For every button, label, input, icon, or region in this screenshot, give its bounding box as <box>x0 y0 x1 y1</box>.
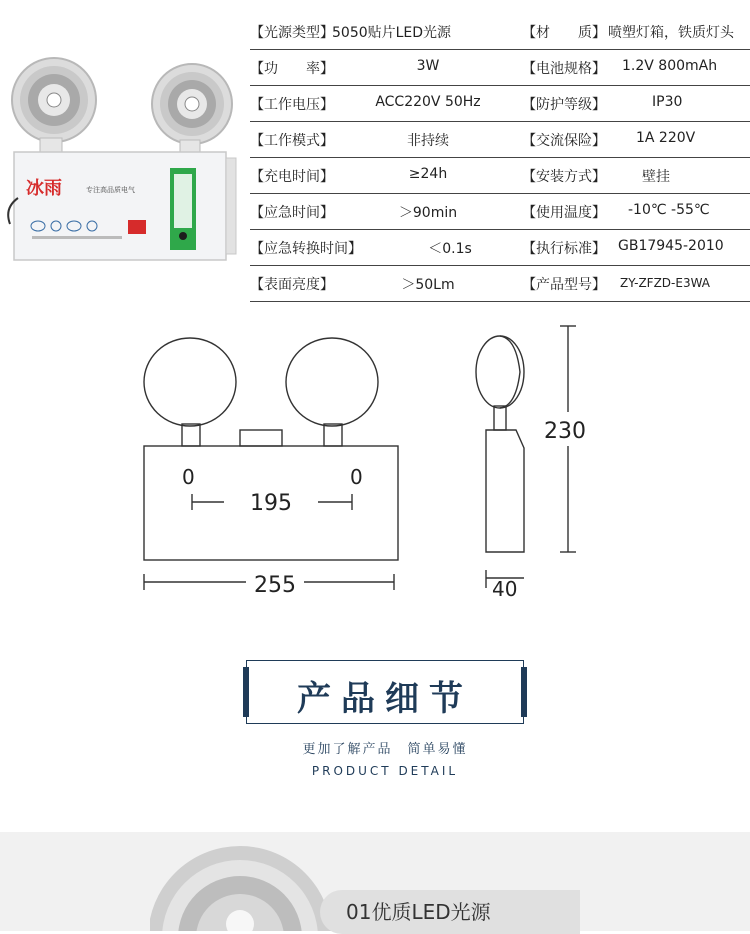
spec-label: 【工作模式】 <box>250 133 334 149</box>
spec-value: 1.2V 800mAh <box>622 58 718 74</box>
spec-row <box>250 230 750 266</box>
spec-value: -10℃ -55℃ <box>628 202 710 218</box>
spec-label: 【使用温度】 <box>522 205 606 221</box>
side-head <box>476 336 524 408</box>
spec-value: ZY-ZFZD-E3WA <box>620 276 711 290</box>
detail-subtitle: 更加了解产品 简单易懂 <box>302 742 468 757</box>
spec-value: 1A 220V <box>636 130 696 146</box>
depth-label: 40 <box>492 577 518 601</box>
hole-right-label: 0 <box>350 465 363 489</box>
spec-value: ACC220V 50Hz <box>375 94 481 110</box>
feature-label: 01优质LED光源 <box>346 900 491 924</box>
spec-label: 【表面亮度】 <box>250 277 334 293</box>
spec-label: 【交流保险】 <box>522 133 606 149</box>
spec-label: 【应急时间】 <box>250 205 334 221</box>
side-housing <box>486 430 524 552</box>
hole-spacing-label: 195 <box>250 491 292 516</box>
spec-table <box>250 14 750 302</box>
spec-label: 【产品型号】 <box>522 277 606 293</box>
spec-row <box>250 50 750 86</box>
spec-value: 非持续 <box>407 133 449 149</box>
height-label: 230 <box>544 419 586 444</box>
left-lamp-head <box>12 58 96 152</box>
spec-label: 【应急转换时间】 <box>250 241 362 257</box>
spec-label: 【工作电压】 <box>250 97 334 113</box>
spec-value: ＜0.1s <box>428 241 472 257</box>
spec-label: 【功 率】 <box>250 61 334 77</box>
spec-label: 【执行标准】 <box>522 241 606 257</box>
spec-label: 【电池规格】 <box>522 61 606 77</box>
spec-label: 【充电时间】 <box>250 169 334 185</box>
front-left-head <box>144 338 236 426</box>
brand-slogan: 专注高品质电气 <box>86 186 135 194</box>
hole-left-label: 0 <box>182 465 195 489</box>
detail-english: PRODUCT DETAIL <box>311 764 459 778</box>
spec-label: 【防护等级】 <box>522 97 606 113</box>
spec-row <box>250 14 750 50</box>
spec-value: 壁挂 <box>642 169 670 185</box>
spec-value: ≥24h <box>408 166 448 182</box>
spec-value: 3W <box>416 58 440 74</box>
test-button <box>179 232 187 240</box>
spec-value: 喷塑灯箱，铁质灯头 <box>608 25 734 41</box>
spec-value: IP30 <box>652 94 683 110</box>
front-right-head <box>286 338 378 426</box>
spec-row <box>250 86 750 122</box>
spec-value: ＞50Lm <box>401 277 455 293</box>
detail-title: 产品细节 <box>297 679 473 719</box>
dimension-drawing <box>120 312 600 612</box>
spec-row <box>250 158 750 194</box>
detail-header <box>246 660 524 724</box>
spec-value: 5050贴片LED光源 <box>332 25 452 41</box>
spec-value: GB17945-2010 <box>618 238 724 254</box>
spec-row <box>250 266 750 302</box>
brand-logo: 冰雨 <box>26 178 62 199</box>
spec-label: 【安装方式】 <box>522 169 606 185</box>
product-image <box>4 48 242 268</box>
spec-row <box>250 194 750 230</box>
spec-row <box>250 122 750 158</box>
width-label: 255 <box>254 573 296 598</box>
spec-label: 【材 质】 <box>522 25 606 41</box>
spec-value: ＞90min <box>398 205 458 221</box>
feature-section <box>0 832 750 931</box>
spec-label: 【光源类型】 <box>250 25 334 41</box>
right-lamp-head <box>152 64 232 154</box>
